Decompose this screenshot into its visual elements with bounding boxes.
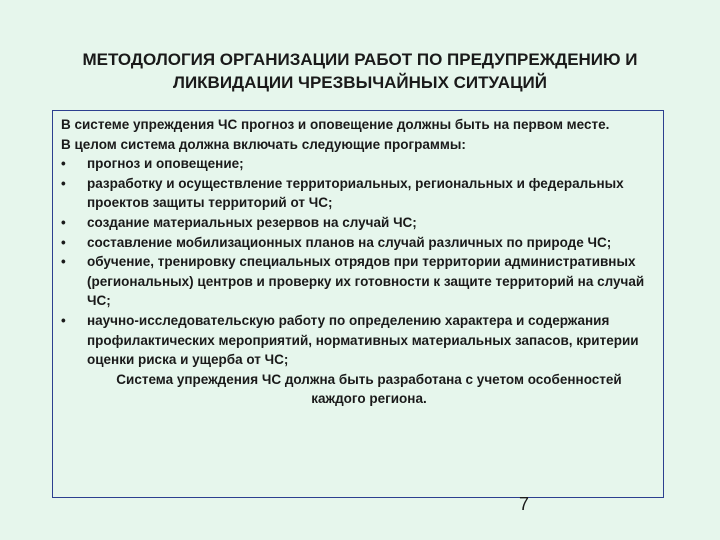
slide-title-line-1: МЕТОДОЛОГИЯ ОРГАНИЗАЦИИ РАБОТ ПО ПРЕДУПРЕЖДЕНИЮ И [82,50,638,69]
list-item [61,174,657,213]
bullet-icon: • [61,254,66,270]
list-item [61,213,657,233]
list-item-text: научно-исследовательскую работу по определению характера и содержания профилактических мероприятий, нормативных материальных запасов, критерии оценки риска и ущерба от ЧС; [87,312,639,368]
bullet-icon: • [61,312,66,328]
list-item [61,233,657,253]
program-list [61,154,657,370]
bullet-icon: • [61,156,66,172]
page-number: 7 [519,494,530,514]
intro-paragraph-1: В системе упреждения ЧС прогноз и оповещение должны быть на первом месте. [61,117,610,132]
list-item-text: разработку и осуществление территориальных, региональных и федеральных проектов защиты территорий от ЧС; [87,175,624,211]
bullet-icon: • [61,234,66,250]
slide-title-line-2: ЛИКВИДАЦИИ ЧРЕЗВЫЧАЙНЫХ СИТУАЦИЙ [173,73,547,92]
list-item [61,311,657,370]
list-item-text: создание материальных резервов на случай ЧС; [87,214,417,230]
list-item [61,154,657,174]
intro-paragraph-2: В целом система должна включать следующие программы: [61,136,466,152]
bullet-icon: • [61,214,66,230]
content-box [52,110,664,498]
list-item [61,252,657,311]
conclusion-paragraph: Система упреждения ЧС должна быть разработана с учетом особенностей каждого региона. [116,371,622,407]
list-item-text: составление мобилизационных планов на случай различных по природе ЧС; [87,234,612,250]
list-item-text: прогноз и оповещение; [87,156,244,172]
list-item-text: обучение, тренировку специальных отрядов при территории административных (региональных) центров и проверку их готовности к защите территорий на случай ЧС; [87,254,645,309]
slide-title [40,48,680,94]
bullet-icon: • [61,175,66,191]
